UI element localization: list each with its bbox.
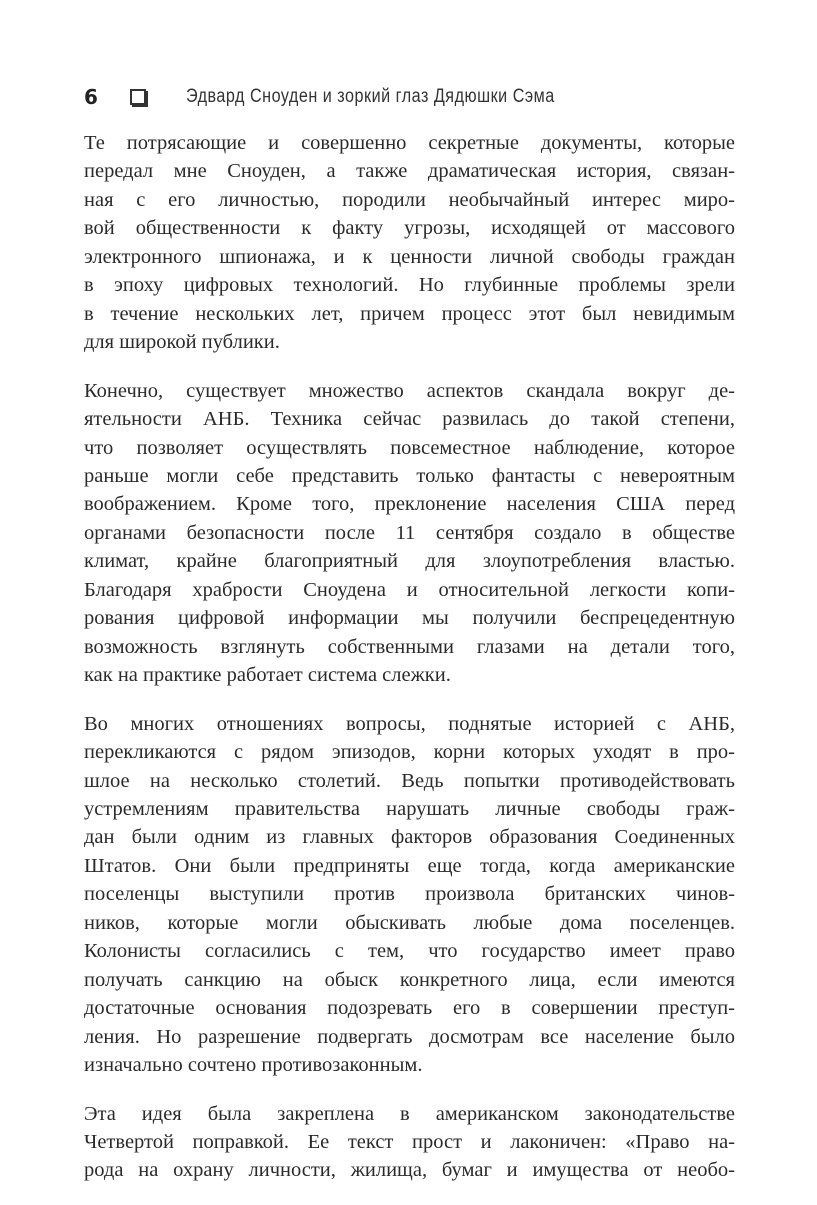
page-body xyxy=(84,129,735,1205)
text-line: ятельности АНБ. Техника сейчас развилась до такой степени, xyxy=(84,408,735,431)
text-line: перекликаются с рядом эпизодов, корни которых уходят в про- xyxy=(84,741,735,764)
paragraph xyxy=(84,1100,735,1185)
square-bullet-icon xyxy=(130,89,146,105)
text-line: Благодаря храбрости Сноудена и относительной легкости копи- xyxy=(84,578,735,601)
text-line: Те потрясающие и совершенно секретные документы, которые xyxy=(84,132,735,154)
paragraph xyxy=(84,377,735,690)
text-line: в эпоху цифровых технологий. Но глубинные проблемы зрели xyxy=(84,274,735,297)
running-header xyxy=(84,84,620,110)
text-line: в течение нескольких лет, причем процесс этот был невидимым xyxy=(84,302,735,325)
text-line: ников, которые могли обыскивать любые дома поселенцев. xyxy=(84,911,735,934)
text-line: устремлениям правительства нарушать личные свободы граж- xyxy=(84,797,735,820)
text-line: дан были одним из главных факторов образования Соединенных xyxy=(84,826,735,849)
text-line: Колонисты согласились с тем, что государство имеет право xyxy=(84,940,735,963)
text-line: Во многих отношениях вопросы, поднятые историей с АНБ, xyxy=(84,712,735,735)
paragraph xyxy=(84,129,735,357)
text-line: воображением. Кроме того, преклонение населения США перед xyxy=(84,493,735,516)
text-line: достаточные основания подозревать его в совершении преступ- xyxy=(84,997,735,1020)
text-line: ления. Но разрешение подвергать досмотрам все население было xyxy=(84,1025,735,1048)
text-line: органами безопасности после 11 сентября создало в обществе xyxy=(84,521,735,544)
text-line: раньше могли себе представить только фантасты с невероятным xyxy=(84,464,735,487)
text-line: изначально сочтено противозаконным. xyxy=(84,1054,423,1077)
text-line: Конечно, существует множество аспектов скандала вокруг де- xyxy=(84,379,735,402)
text-line: поселенцы выступили против произвола британских чинов- xyxy=(84,883,735,906)
text-line: что позволяет осуществлять повсеместное наблюдение, которое xyxy=(84,436,735,459)
text-line: получать санкцию на обыск конкретного лица, если имеются xyxy=(84,968,735,991)
text-line: Штатов. Они были предприняты еще тогда, когда американские xyxy=(84,854,735,877)
text-line: вой общественности к факту угрозы, исходящей от массового xyxy=(84,217,735,240)
text-line: Четвертой поправкой. Ее текст прост и лаконичен: «Право на- xyxy=(84,1130,735,1153)
text-line: для широкой публики. xyxy=(84,331,280,354)
text-line: климат, крайне благоприятный для злоупотребления властью. xyxy=(84,550,735,573)
page-number: 6 xyxy=(84,85,98,109)
text-line: возможность взглянуть собственными глазами на детали того, xyxy=(84,635,735,658)
text-line: рования цифровой информации мы получили беспрецедентную xyxy=(84,607,735,630)
text-line: шлое на несколько столетий. Ведь попытки противодействовать xyxy=(84,769,735,792)
text-line: Эта идея была закреплена в американском законодательстве xyxy=(84,1102,735,1125)
text-line: как на практике работает система слежки. xyxy=(84,664,451,687)
text-line: электронного шпионажа, и к ценности личной свободы граждан xyxy=(84,245,735,268)
paragraph xyxy=(84,710,735,1080)
text-line: ная с его личностью, породили необычайный интерес миро- xyxy=(84,188,735,211)
text-line: рода на охрану личности, жилища, бумаг и имущества от необо- xyxy=(84,1159,735,1182)
text-line: передал мне Сноуден, а также драматическая история, связан- xyxy=(84,160,735,183)
running-title: Эдвард Сноуден и зоркий глаз Дядюшки Сэма xyxy=(186,86,555,107)
